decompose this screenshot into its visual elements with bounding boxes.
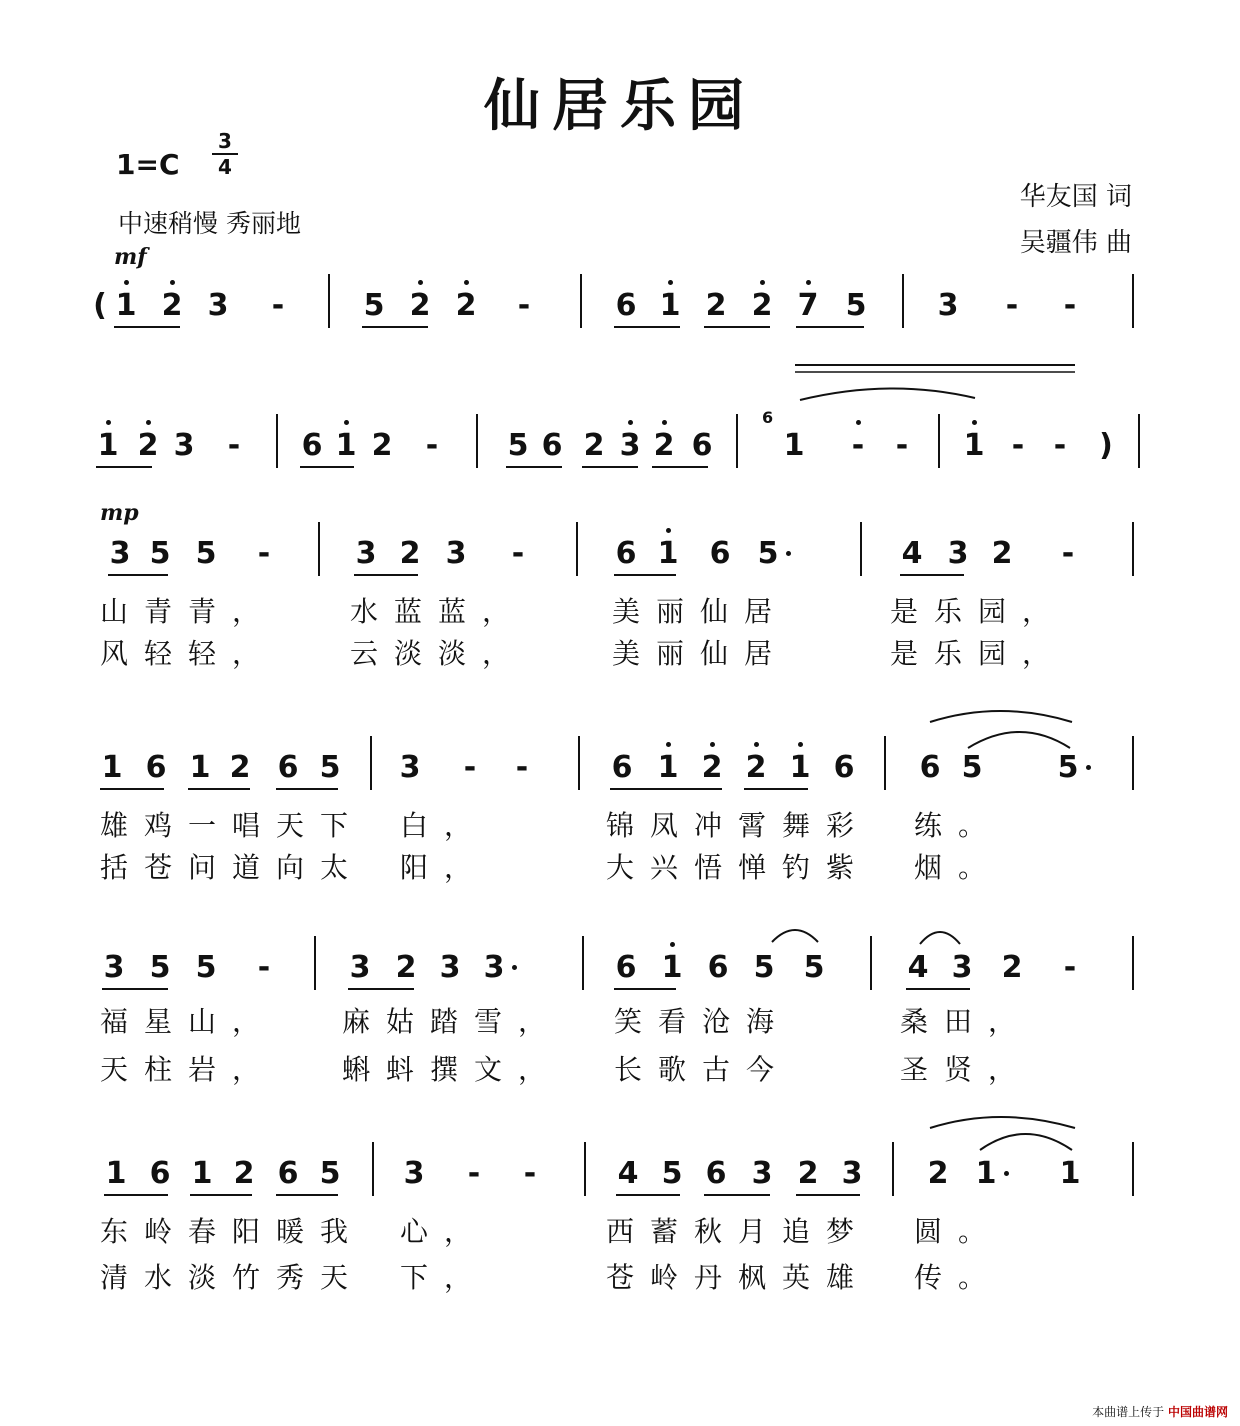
barline [578,736,580,790]
dash: - [1011,428,1025,463]
note: 6 [705,1156,727,1191]
barline [576,522,578,576]
note: 5 [753,534,783,574]
octave-dot [124,280,129,285]
note: 2 [371,428,393,463]
barline [892,1142,894,1196]
note: 5 [507,428,529,463]
beam-line [276,788,338,790]
beam-line [744,788,808,790]
note: 3 [439,950,461,985]
slur-arc [800,388,975,400]
lyric-line [0,590,1240,630]
note: 1 [111,286,141,326]
note: 2 [697,748,727,788]
lyric-segment: 福星山， [100,1005,277,1038]
note: 6 [919,750,941,785]
note: 1 [655,286,685,326]
slur-arc [772,930,818,942]
dash: - [227,428,241,463]
note: 5 [149,950,171,985]
note: 3 [109,536,131,571]
note: 5 [319,750,341,785]
lyric-segment: 阳， [400,851,489,884]
beam-line [704,1194,770,1196]
barline [860,522,862,576]
note: 3 [207,288,229,323]
note: 2 [991,536,1013,571]
lyric-line [0,804,1240,844]
dash: - [467,1156,481,1191]
note: 2 [649,426,679,466]
note: 5 [319,1156,341,1191]
note: 2 [583,428,605,463]
note: 5 [1053,748,1083,788]
note: 3 [615,426,645,466]
beam-line [188,788,250,790]
beam-line [616,1194,680,1196]
octave-dot [972,420,977,425]
dash: - [843,426,873,466]
barline [902,274,904,328]
dash: - [515,750,529,785]
time-signature [212,130,238,178]
lyric-segment: 是乐园， [890,637,1067,670]
lyric-segment: 圣贤， [900,1053,1033,1086]
octave-dot [670,942,675,947]
note: 3 [479,948,509,988]
octave-dot [666,528,671,533]
dash: - [463,750,477,785]
note: 2 [405,286,435,326]
note: 2 [741,748,771,788]
note: 2 [399,536,421,571]
note: 3 [173,428,195,463]
slur-arc [980,1134,1072,1150]
note: 6 [709,536,731,571]
octave-dot [760,280,765,285]
augmentation-dot [1004,1171,1009,1176]
score-row [0,948,1240,1008]
beam-line [276,1194,338,1196]
note: 2 [229,750,251,785]
grace-note: 6 [762,408,774,427]
dash: - [895,428,909,463]
beam-line [614,574,676,576]
beam-line [900,574,964,576]
note: 6 [615,950,637,985]
note: 3 [403,1156,425,1191]
beam-line [102,988,168,990]
note: 3 [103,950,125,985]
note: 2 [157,286,187,326]
barline [314,936,316,990]
beam-line [300,466,354,468]
lyric-segment: 心， [400,1215,489,1248]
note: 5 [753,950,775,985]
dash: - [523,1156,537,1191]
barline [1138,414,1140,468]
dash: - [425,428,439,463]
barline [1132,1142,1134,1196]
note: 4 [617,1156,639,1191]
dash: - [1053,428,1067,463]
note: 1 [783,428,805,463]
octave-dot [146,420,151,425]
lyric-segment: 清水淡竹秀天 [100,1261,365,1294]
barline [372,1142,374,1196]
beam-line [104,1194,168,1196]
augmentation-dot [1086,765,1091,770]
beam-line [108,574,168,576]
note: 5 [961,750,983,785]
lyric-line [0,1256,1240,1296]
note: 5 [195,950,217,985]
octave-dot [344,420,349,425]
barline [370,736,372,790]
note: 6 [277,750,299,785]
meter-top: 3 [218,129,232,153]
barline [1132,936,1134,990]
note: 2 [797,1156,819,1191]
lyric-segment: 水蓝蓝， [350,595,527,628]
note: 5 [149,536,171,571]
dash: - [511,536,525,571]
barline [1132,522,1134,576]
note: 3 [937,288,959,323]
lyric-line [0,1210,1240,1250]
octave-dot [856,420,861,425]
note: 2 [747,286,777,326]
octave-dot [668,280,673,285]
beam-line [796,1194,860,1196]
bracket: ) [1099,428,1113,463]
barline [318,522,320,576]
note: 1 [331,426,361,466]
augmentation-dot [786,551,791,556]
note: 6 [301,428,323,463]
lyric-segment: 雄鸡一唱天下 [100,809,365,842]
note: 6 [833,750,855,785]
note: 6 [541,428,563,463]
note: 6 [149,1156,171,1191]
lyric-segment: 风轻轻， [100,637,277,670]
credits [1020,174,1132,266]
barline [328,274,330,328]
note: 3 [355,536,377,571]
note: 4 [907,950,929,985]
note: 3 [399,750,421,785]
octave-dot [754,742,759,747]
dynamic-mf: mf [114,244,147,270]
note: 1 [785,748,815,788]
note: 1 [105,1156,127,1191]
note: 5 [363,288,385,323]
lyric-segment: 苍岭丹枫英雄 [606,1261,871,1294]
note: 1 [971,1154,1001,1194]
lyric-segment: 麻姑踏雪， [342,1005,563,1038]
note: 6 [611,750,633,785]
note: 3 [349,950,371,985]
note: 1 [657,948,687,988]
note: 2 [133,426,163,466]
beam-line [906,988,970,990]
beam-line [354,574,418,576]
beam-line [614,326,680,328]
note: 5 [845,288,867,323]
lyric-line [0,1048,1240,1088]
footer [1092,1403,1228,1420]
beam-line [100,788,164,790]
barline [736,414,738,468]
barline [1132,274,1134,328]
note: 1 [653,534,683,574]
slur-arc [920,932,960,944]
note: 4 [901,536,923,571]
beam-line [704,326,770,328]
dash: - [257,950,271,985]
note: 1 [93,426,123,466]
note: 2 [451,286,481,326]
lyric-segment: 是乐园， [890,595,1067,628]
dash: - [1063,950,1077,985]
beam-line [362,326,428,328]
octave-dot [666,742,671,747]
score-row [0,1154,1240,1214]
octave-dot [418,280,423,285]
dash: - [271,288,285,323]
lyric-segment: 美丽仙居 [612,595,789,628]
lyric-segment: 蝌蚪撰文， [342,1053,563,1086]
song-title: 仙居乐园 [484,73,756,139]
barline [1132,736,1134,790]
lyric-segment: 烟。 [914,851,1003,884]
slur-arc [930,711,1072,722]
lyric-segment: 云淡淡， [350,637,527,670]
octave-dot [710,742,715,747]
lyric-segment: 长歌古今 [614,1053,791,1086]
dash: - [517,288,531,323]
note: 5 [195,536,217,571]
barline [884,736,886,790]
note: 7 [793,286,823,326]
lyric-segment: 桑田， [900,1005,1033,1038]
note: 2 [233,1156,255,1191]
beam-line [796,326,864,328]
lyric-segment: 山青青， [100,595,277,628]
score-row [0,426,1240,486]
note: 2 [1001,950,1023,985]
key-signature: 1=C [116,148,180,181]
beam-line [348,988,414,990]
lyric-segment: 天柱岩， [100,1053,277,1086]
lyric-segment: 西蓄秋月追梦 [606,1215,871,1248]
dash: - [1063,288,1077,323]
lyric-segment: 大兴悟惮钓紫 [606,851,871,884]
barline [870,936,872,990]
meter-bottom: 4 [218,155,232,179]
score-row [0,748,1240,808]
note: 1 [959,426,989,466]
dynamic-mp: mp [100,500,139,526]
note: 6 [277,1156,299,1191]
barline [582,936,584,990]
note: 1 [1059,1156,1081,1191]
lyric-line [0,632,1240,672]
footer-prefix: 本曲谱上传于 [1092,1405,1165,1419]
note: 5 [803,950,825,985]
note: 5 [661,1156,683,1191]
lyric-segment: 美丽仙居 [612,637,789,670]
note: 2 [705,288,727,323]
bracket: ( [93,288,107,323]
beam-line [652,466,708,468]
barline [584,1142,586,1196]
lyric-line [0,846,1240,886]
beam-line [506,466,562,468]
note: 6 [615,536,637,571]
dash: - [1061,536,1075,571]
composer: 吴疆伟 曲 [1019,228,1132,258]
score-row [0,286,1240,346]
octave-dot [662,420,667,425]
octave-dot [806,280,811,285]
note: 1 [653,748,683,788]
note: 3 [841,1156,863,1191]
lyric-segment: 笑看沧海 [614,1005,791,1038]
beam-line [190,1194,252,1196]
octave-dot [798,742,803,747]
augmentation-dot [512,965,517,970]
note: 3 [951,950,973,985]
note: 2 [395,950,417,985]
note: 1 [101,750,123,785]
footer-site: 中国曲谱网 [1167,1405,1228,1419]
lyric-segment: 练。 [914,809,1003,842]
note: 6 [145,750,167,785]
beam-line [96,466,152,468]
note: 6 [691,428,713,463]
tempo-marking: 中速稍慢 秀丽地 [118,209,301,238]
lyric-segment: 下， [400,1261,489,1294]
lyricist: 华友国 词 [1019,182,1132,212]
barline [580,274,582,328]
octave-dot [170,280,175,285]
score-row [0,534,1240,594]
barline [476,414,478,468]
note: 3 [947,536,969,571]
dash: - [1005,288,1019,323]
barline [938,414,940,468]
lyric-segment: 锦凤冲霄舞彩 [606,809,871,842]
note: 6 [707,950,729,985]
beam-line [114,326,180,328]
barline [276,414,278,468]
note: 3 [751,1156,773,1191]
lyric-line [0,1000,1240,1040]
note: 2 [927,1156,949,1191]
lyric-segment: 括苍问道向太 [100,851,365,884]
note: 3 [445,536,467,571]
lyric-segment: 白， [400,809,489,842]
note: 6 [615,288,637,323]
lyric-segment: 东岭春阳暖我 [100,1215,365,1248]
dash: - [257,536,271,571]
octave-dot [106,420,111,425]
beam-line [656,788,722,790]
beam-line [582,466,638,468]
beam-line [614,988,676,990]
octave-dot [628,420,633,425]
slur-arc [930,1117,1075,1128]
slur-arc [968,732,1070,748]
octave-dot [464,280,469,285]
note: 1 [191,1156,213,1191]
lyric-segment: 传。 [914,1261,1003,1294]
note: 1 [189,750,211,785]
lyric-segment: 圆。 [914,1215,1003,1248]
